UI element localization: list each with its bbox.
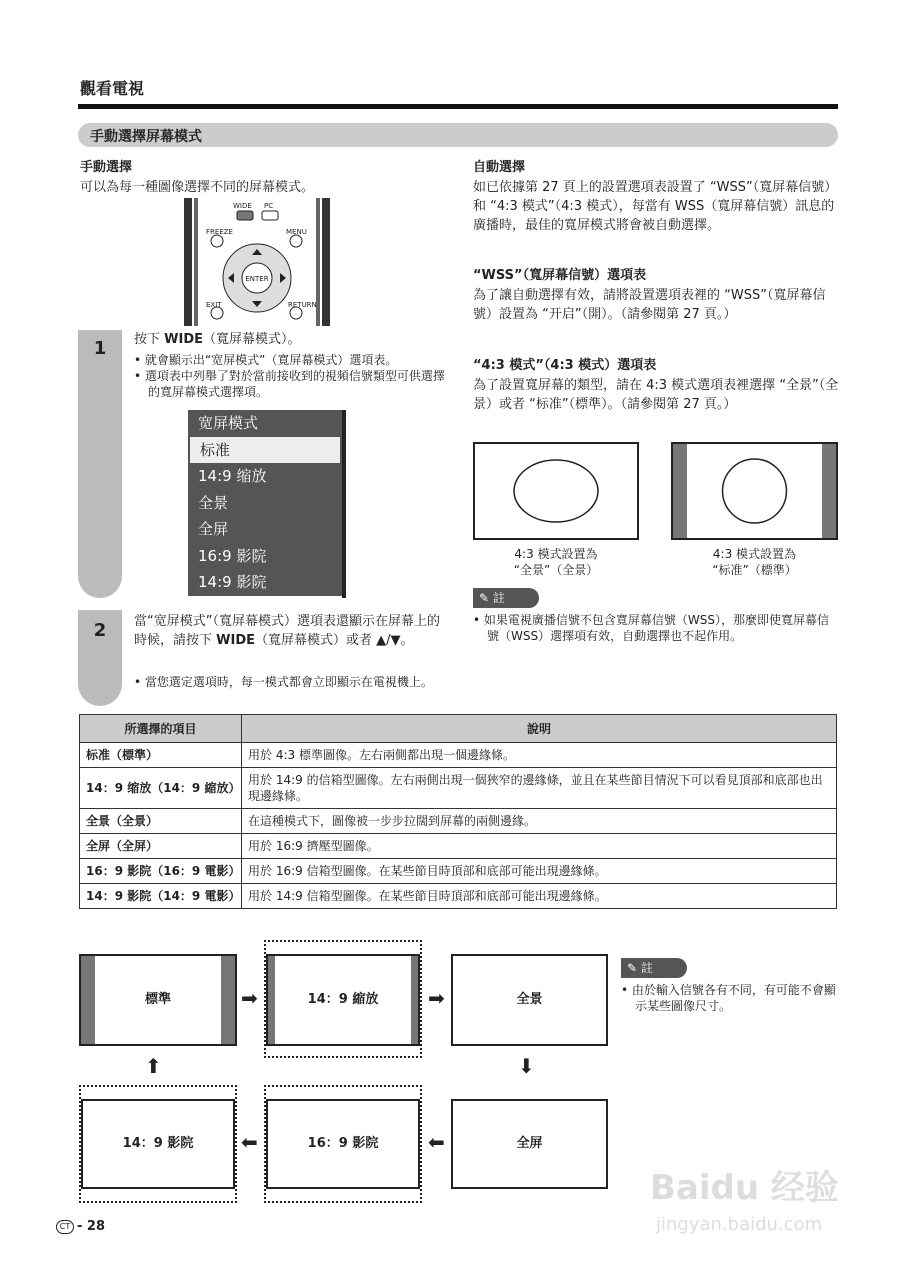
table-row [80, 859, 837, 884]
step1-bullets [134, 352, 446, 400]
pencil-icon: ✎ [479, 591, 490, 605]
pencil-icon: ✎ [627, 961, 638, 975]
arrow-up-icon: ⬆ [145, 1054, 162, 1078]
side-bar-left [268, 956, 275, 1044]
menu-item-cinema149[interactable]: 14:9 影院 [198, 573, 267, 591]
table-row [80, 768, 837, 809]
list-item: • 選項表中列舉了對於當前接收到的視頻信號類型可供選擇的寬屏幕模式選擇項。 [134, 369, 445, 399]
panorama-screen-illustration [473, 442, 639, 540]
side-bar-right [221, 956, 235, 1044]
page-number: - 28 [77, 1219, 106, 1234]
flow-full-box [451, 1099, 608, 1189]
page-header-title: 觀看電視 [80, 79, 145, 98]
arrow-right-icon: ➡ [428, 986, 445, 1010]
step2-text: 當“宽屏模式”（寬屏幕模式）選項表還顯示在屏幕上的時候，請按下 WIDE（寬屏幕模式）或者 ▲/▼。 [134, 614, 440, 648]
menu-item-cinema169[interactable]: 16:9 影院 [198, 546, 267, 565]
menu-shadow [342, 410, 346, 598]
step1-text: 按下 WIDE（寬屏幕模式）。 [134, 332, 301, 347]
table-header-item: 所選擇的項目 [80, 715, 242, 743]
header-rule [78, 104, 838, 109]
remote-freeze-label: FREEZE [206, 228, 233, 236]
watermark-brand: Baidu 经验 [650, 1168, 839, 1208]
table-cell: 用於 14:9 信箱型圖像。在某些節目時頂部和底部可能出現邊緣條。 [242, 884, 837, 909]
list-item: • 就會顯示出“宽屏模式”（寬屏幕模式）選項表。 [134, 353, 398, 367]
flow-cinema169-label: 16：9 影院 [307, 1136, 379, 1151]
flow-panorama-label: 全景 [516, 992, 543, 1007]
table-cell: 16：9 影院（16：9 電影） [80, 859, 242, 884]
arrow-right-icon: ➡ [241, 986, 258, 1010]
table-cell: 用於 4:3 標準圖像。左右兩側都出現一個邊緣條。 [242, 743, 837, 768]
table-cell: 全景（全景） [80, 809, 242, 834]
table-cell: 14：9 缩放（14：9 縮放） [80, 768, 242, 809]
table-header-description: 說明 [242, 715, 837, 743]
remote-enter-label: ENTER [245, 275, 269, 283]
table-header-row [80, 715, 837, 743]
table-cell: 用於 16:9 擠壓型圖像。 [242, 834, 837, 859]
flow-panorama-box [451, 954, 608, 1046]
wide-mode-menu [188, 410, 342, 596]
table-row [80, 884, 837, 909]
table-cell: 用於 14:9 的信箱型圖像。左右兩側出現一個狹窄的邊緣條，並且在某些節目情況下可以看見頂部和底部也出現邊緣條。 [242, 768, 837, 809]
remote-menu-label: MENU [286, 228, 307, 236]
menu-item-panorama[interactable]: 全景 [198, 493, 229, 512]
caption-panorama: 4:3 模式設置為 “全景”（全景） [513, 547, 599, 577]
table-cell: 14：9 影院（14：9 電影） [80, 884, 242, 909]
side-bar-right [411, 956, 418, 1044]
manual-heading: 手動選擇 [80, 160, 133, 175]
flow-note-text: • 由於輸入信號各有不同，有可能不會顯示某些圖像尺寸。 [621, 983, 836, 1013]
mode43-heading: “4:3 模式”（4:3 模式）選項表 [473, 358, 657, 373]
arrow-left-icon: ⬅ [428, 1130, 445, 1154]
flow-full-label: 全屏 [516, 1136, 543, 1151]
step2-bullet: • 當您選定選項時，每一模式都會立即顯示在電視機上。 [134, 675, 433, 689]
menu-title: 宽屏模式 [198, 414, 259, 432]
section-title: 手動選擇屏幕模式 [90, 129, 202, 145]
auto-text: 如已依據第 27 頁上的設置選項表設置了 “WSS”（寬屏幕信號）和 “4:3 模式”（4:3 模式），每當有 WSS（寬屏幕信號）訊息的廣播時，最佳的寬屏模式將會被自動選擇。 [473, 180, 838, 233]
manual-intro: 可以為每一種圖像選擇不同的屏幕模式。 [80, 180, 315, 195]
flow-cinema169-box [266, 1099, 420, 1189]
remote-return-label: RETURN [288, 301, 317, 309]
table-row [80, 809, 837, 834]
flow-zoom149-label: 14：9 縮放 [307, 992, 379, 1007]
wss-text: 為了讓自動選擇有效，請將設置選項表裡的 “WSS”（寬屏幕信號）設置為 “开启”（開）。（請參閱第 27 頁。） [473, 288, 826, 322]
remote-wide-label: WIDE [233, 202, 252, 210]
flow-cinema149-box [81, 1099, 235, 1189]
wss-heading: “WSS”（寬屏幕信號）選項表 [473, 268, 647, 283]
caption-standard: 4:3 模式設置為 “标准”（標準） [712, 547, 797, 577]
arrow-left-icon: ⬅ [241, 1130, 258, 1154]
region-badge: CT [56, 1220, 74, 1234]
flow-cinema149-label: 14：9 影院 [122, 1136, 194, 1151]
table-cell: 标准（標準） [80, 743, 242, 768]
table-cell: 在這種模式下，圖像被一步步拉闊到屏幕的兩側邊緣。 [242, 809, 837, 834]
mode-table [79, 714, 837, 909]
remote-exit-label: EXIT [206, 301, 222, 309]
flow-standard-box [79, 954, 237, 1046]
arrow-down-icon: ⬇ [518, 1054, 535, 1078]
menu-item-standard[interactable]: 标准 [190, 437, 340, 464]
auto-note-text: • 如果電視廣播信號不包含寬屏幕信號（WSS），那麼即使寬屏幕信號（WSS）選擇項有效，自動選擇也不起作用。 [473, 613, 830, 643]
note-badge: ✎ 註 [473, 588, 539, 608]
step1-number: 1 [93, 338, 107, 359]
step1-bar [78, 330, 122, 598]
standard-screen-illustration [671, 442, 838, 540]
table-row [80, 834, 837, 859]
watermark-url: jingyan.baidu.com [656, 1214, 823, 1235]
flow-standard-label: 標準 [144, 992, 171, 1007]
step2-number: 2 [93, 620, 107, 641]
note-badge: ✎ 註 [621, 958, 687, 978]
menu-item-zoom149[interactable]: 14:9 缩放 [198, 467, 267, 485]
mode43-text: 為了設置寬屏幕的類型，請在 4:3 模式選項表裡選擇 “全景”（全景）或者 “标准”（標準）。（請參閱第 27 頁。） [473, 378, 839, 412]
table-cell: 用於 16:9 信箱型圖像。在某些節目時頂部和底部可能出現邊緣條。 [242, 859, 837, 884]
remote-pc-label: PC [264, 202, 274, 210]
menu-item-full[interactable]: 全屏 [198, 520, 229, 538]
side-bar-left [81, 956, 95, 1044]
table-cell: 全屏（全屏） [80, 834, 242, 859]
auto-heading: 自動選擇 [473, 160, 526, 175]
flow-zoom149-box [266, 954, 420, 1046]
table-row [80, 743, 837, 768]
